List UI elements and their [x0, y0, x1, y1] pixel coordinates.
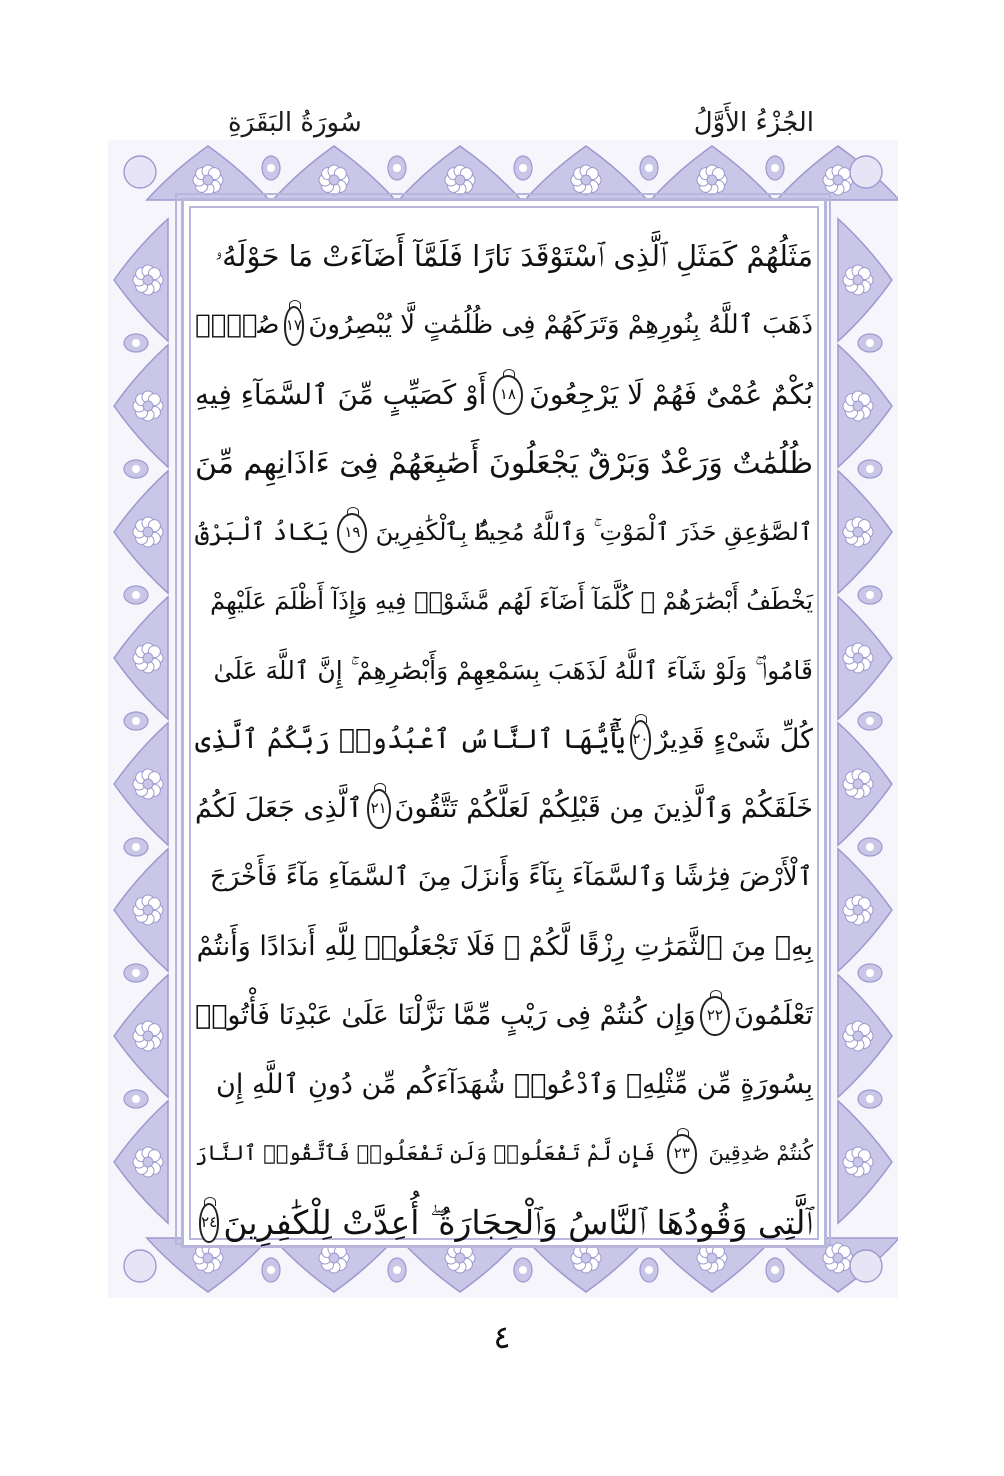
ornament-bud-center	[267, 1266, 275, 1274]
ayah-end-marker: ٢٣	[667, 1134, 697, 1174]
ornament-bud-center	[393, 164, 401, 172]
flower-center	[455, 175, 465, 185]
ornament-bud-center	[393, 1266, 401, 1274]
flower-center	[853, 905, 863, 915]
flower-center	[143, 275, 153, 285]
verse-text: ظُلُمَٰتٌ وَرَعْدٌ وَبَرْقٌ يَجْعَلُونَ أَصَٰبِعَهُمْ فِىٓ ءَاذَانِهِم مِّنَ	[195, 446, 813, 481]
flower-center	[853, 275, 863, 285]
surah-name: سُورَةُ البَقَرَةِ	[228, 108, 362, 138]
flower-center	[853, 401, 863, 411]
ornament-bud-center	[866, 969, 874, 977]
text-line	[195, 567, 813, 636]
ornament-bud-center	[866, 1095, 874, 1103]
verse-text: خَلَقَكُمْ وَٱلَّذِينَ مِن قَبْلِكُمْ لَعَلَّكُمْ تَتَّقُونَ	[394, 793, 813, 824]
flower-center	[203, 175, 213, 185]
text-line	[195, 429, 813, 498]
text-line	[195, 774, 813, 843]
text-line	[195, 222, 813, 291]
ornament-bud-center	[132, 339, 140, 347]
text-line	[195, 843, 813, 912]
ayah-end-marker: ٢١	[367, 789, 391, 829]
flower-center	[853, 527, 863, 537]
flower-center	[329, 175, 339, 185]
text-line	[195, 360, 813, 429]
flower-center	[833, 175, 843, 185]
verse-text: ٱلَّذِى جَعَلَ لَكُمُ	[195, 793, 363, 824]
text-line	[195, 1050, 813, 1119]
ornament-bud-center	[866, 843, 874, 851]
verse-text: ٱلْأَرْضَ فِرَٰشًا وَٱلسَّمَآءَ بِنَآءً وَأَنزَلَ مِنَ ٱلسَّمَآءِ مَآءً فَأَخْرَجَ	[209, 862, 813, 892]
verse-text: يَخْطَفُ أَبْصَٰرَهُمْ ۖ كُلَّمَآ أَضَآءَ لَهُم مَّشَوْا۟ فِيهِ وَإِذَآ أَظْلَمَ عَلَيْهِمْ	[210, 587, 813, 615]
verse-text: بِسُورَةٍ مِّن مِّثْلِهِۦ وَٱدْعُوا۟ شُهَدَآءَكُم مِّن دُونِ ٱللَّهِ إِن	[216, 1069, 813, 1100]
ornament-bud-center	[132, 591, 140, 599]
verse-text: يَكَادُ ٱلْبَرْقُ	[195, 518, 330, 546]
corner-flourish	[124, 156, 156, 188]
flower-center	[143, 527, 153, 537]
corner-flourish	[850, 156, 882, 188]
flower-center	[833, 1253, 843, 1263]
verse-text: كُلِّ شَىْءٍ قَدِيرٌ	[655, 724, 813, 755]
ayah-end-marker: ٢٤	[199, 1203, 219, 1243]
ornament-bud-center	[645, 1266, 653, 1274]
verse-text: صُمٌّۢ	[195, 310, 280, 340]
corner-flourish	[850, 1250, 882, 1282]
text-line	[195, 912, 813, 981]
ornament-bud-center	[132, 1095, 140, 1103]
text-line	[195, 1119, 813, 1188]
ornament-bud-center	[771, 164, 779, 172]
ayah-end-marker: ١٧	[284, 306, 305, 346]
verse-text: كُنتُمْ صَٰدِقِينَ	[708, 1141, 813, 1165]
verse-text: تَعْلَمُونَ	[734, 1000, 813, 1031]
ornament-bud-center	[132, 969, 140, 977]
text-line	[195, 498, 813, 567]
quran-text-block	[195, 222, 813, 1242]
flower-center	[853, 779, 863, 789]
verse-text: ٱلصَّوَٰعِقِ حَذَرَ ٱلْمَوْتِ ۚ وَٱللَّهُ مُحِيطٌۢ بِٱلْكَٰفِرِينَ	[375, 518, 813, 546]
page-number: ٤	[493, 1318, 511, 1356]
verse-text: وَإِن كُنتُمْ فِى رَيْبٍ مِّمَّا نَزَّلْنَا عَلَىٰ عَبْدِنَا فَأْتُوا۟	[195, 1000, 696, 1031]
ornament-bud-center	[132, 717, 140, 725]
flower-center	[853, 1031, 863, 1041]
ayah-end-marker: ١٨	[493, 375, 523, 415]
text-line	[195, 705, 813, 774]
text-line	[195, 981, 813, 1050]
verse-text: أَوْ كَصَيِّبٍ مِّنَ ٱلسَّمَآءِ فِيهِ	[195, 378, 487, 411]
flower-center	[143, 905, 153, 915]
verse-text: مَثَلُهُمْ كَمَثَلِ ٱلَّذِى ٱسْتَوْقَدَ نَارًا فَلَمَّآ أَضَآءَتْ مَا حَوْلَهُۥ	[214, 239, 813, 273]
flower-center	[853, 1157, 863, 1167]
ayah-end-marker: ٢٢	[700, 996, 730, 1036]
ornament-bud-center	[645, 164, 653, 172]
flower-center	[143, 1157, 153, 1167]
ornament-bud-center	[519, 1266, 527, 1274]
flower-center	[143, 779, 153, 789]
ayah-end-marker: ١٩	[337, 513, 367, 553]
verse-text: يَٰٓأَيُّهَا ٱلنَّاسُ ٱعْبُدُوا۟ رَبَّكُمُ ٱلَّذِى	[195, 724, 626, 755]
verse-text: بِهِۦ مِنَ ٱلثَّمَرَٰتِ رِزْقًا لَّكُمْ ۖ فَلَا تَجْعَلُوا۟ لِلَّهِ أَندَادًا وَأَنتُمْ	[196, 931, 813, 962]
juz-label: الجُزْءُ الأَوَّلُ	[693, 108, 814, 138]
text-line	[195, 291, 813, 360]
verse-text: ٱلَّتِى وَقُودُهَا ٱلنَّاسُ وَٱلْحِجَارَةُ ۖ أُعِدَّتْ لِلْكَٰفِرِينَ	[223, 1203, 813, 1242]
flower-center	[143, 653, 153, 663]
flower-center	[581, 175, 591, 185]
ornament-bud-center	[132, 843, 140, 851]
ornament-bud-center	[771, 1266, 779, 1274]
text-line	[195, 636, 813, 705]
text-line	[195, 1188, 813, 1257]
ornament-bud-center	[866, 591, 874, 599]
ornament-bud-center	[519, 164, 527, 172]
flower-center	[707, 175, 717, 185]
corner-flourish	[124, 1250, 156, 1282]
ornament-bud-center	[132, 465, 140, 473]
ornament-bud-center	[866, 339, 874, 347]
ornament-bud-center	[866, 465, 874, 473]
verse-text: ذَهَبَ ٱللَّهُ بِنُورِهِمْ وَتَرَكَهُمْ فِى ظُلُمَٰتٍ لَّا يُبْصِرُونَ	[308, 310, 813, 340]
flower-center	[143, 1031, 153, 1041]
flower-center	[853, 653, 863, 663]
flower-center	[143, 401, 153, 411]
ayah-end-marker: ٢٠	[630, 720, 652, 760]
ornament-bud-center	[267, 164, 275, 172]
verse-text: بُكْمٌ عُمْىٌ فَهُمْ لَا يَرْجِعُونَ	[529, 378, 813, 411]
verse-text: قَامُوا۟ ۚ وَلَوْ شَآءَ ٱللَّهُ لَذَهَبَ بِسَمْعِهِمْ وَأَبْصَٰرِهِمْ ۚ إِنَّ ٱللَّهَ عَلَىٰ	[213, 656, 813, 685]
verse-text: فَإِن لَّمْ تَفْعَلُوا۟ وَلَن تَفْعَلُوا۟ فَٱتَّقُوا۟ ٱلنَّارَ	[195, 1141, 656, 1165]
ornament-bud-center	[866, 717, 874, 725]
